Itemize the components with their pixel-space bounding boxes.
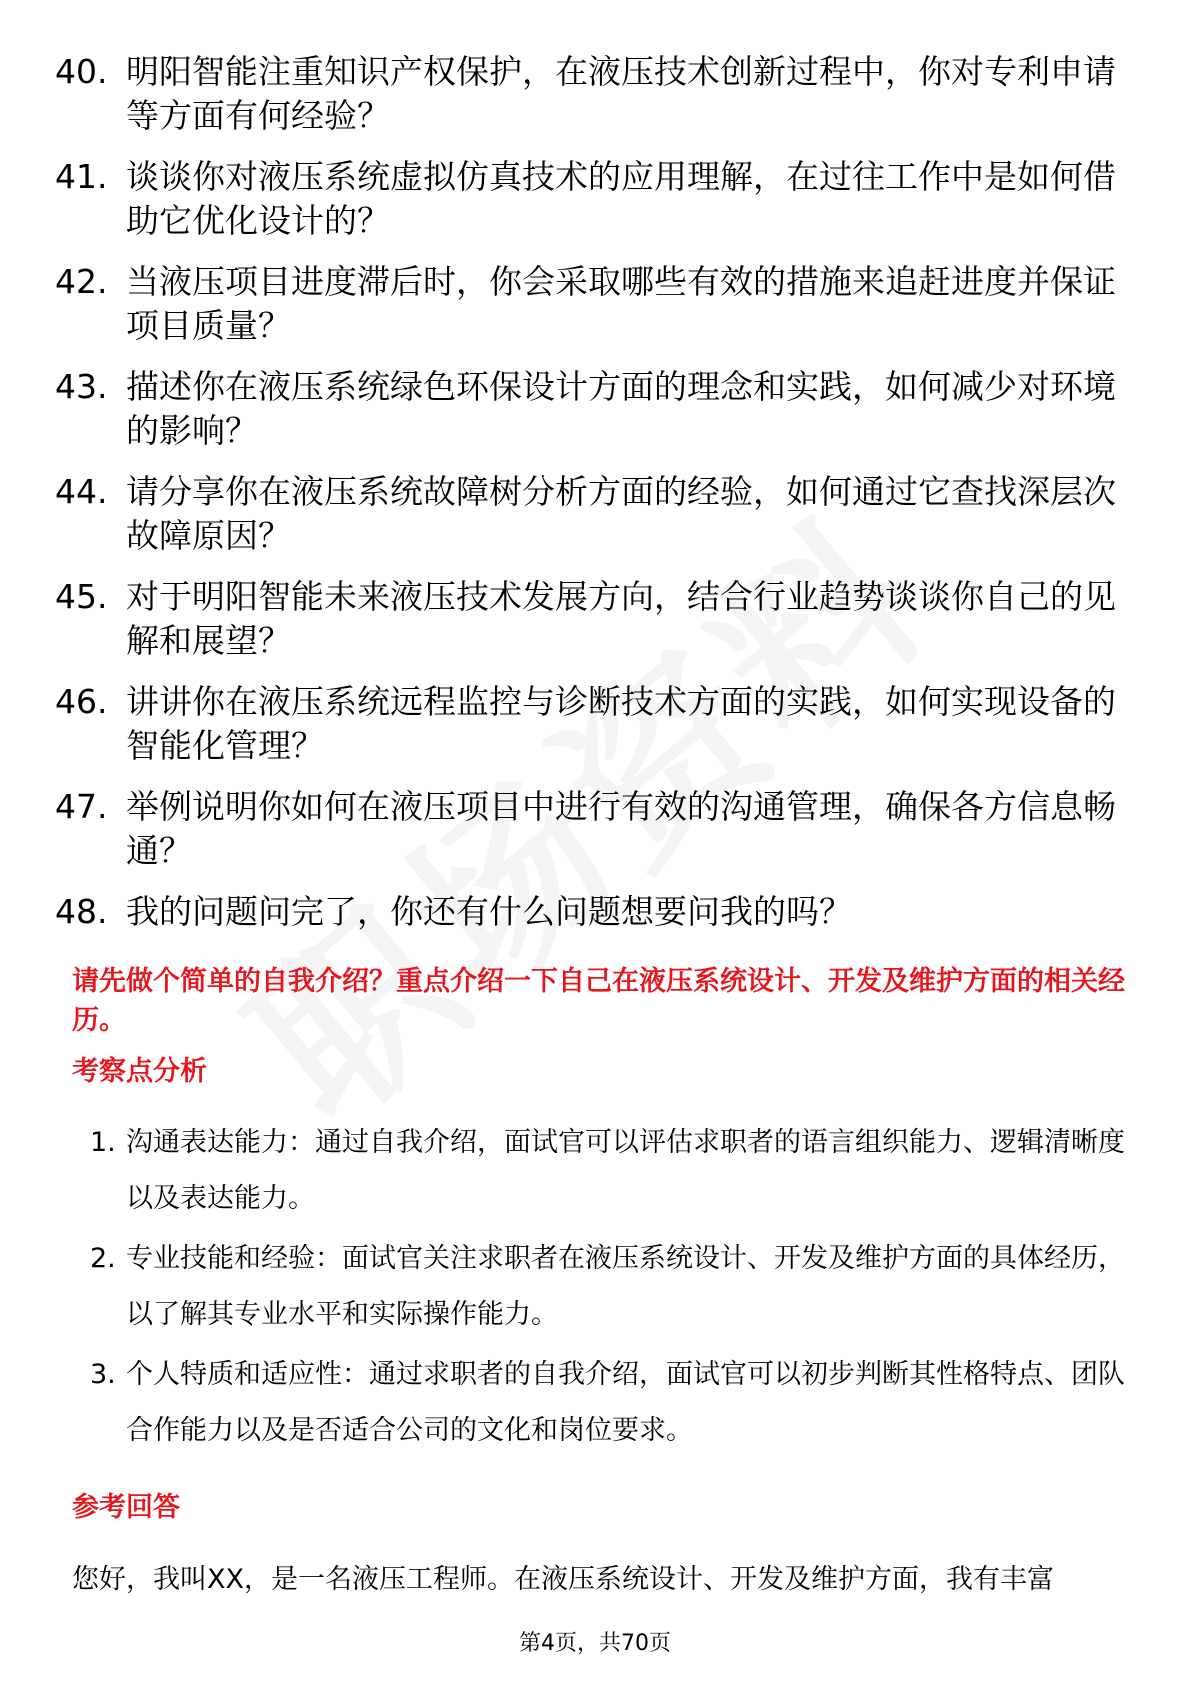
point-number: 1. — [90, 1127, 116, 1158]
list-item — [55, 50, 1135, 138]
question-number: 46. — [55, 682, 108, 721]
question-list — [55, 50, 1135, 951]
list-item — [55, 365, 1135, 453]
point-text: 沟通表达能力：通过自我介绍，面试官可以评估求职者的语言组织能力、逻辑清晰度以及表达能力。 — [126, 1127, 1125, 1214]
question-number: 44. — [55, 472, 108, 511]
list-item — [90, 1231, 1130, 1343]
reference-answer: 您好，我叫XX，是一名液压工程师。在液压系统设计、开发及维护方面，我有丰富 — [72, 1564, 1054, 1595]
question-text: 描述你在液压系统绿色环保设计方面的理念和实践，如何减少对环境的影响？ — [126, 367, 1116, 450]
list-item — [55, 680, 1135, 768]
question-number: 42. — [55, 262, 108, 301]
point-text: 专业技能和经验：面试官关注求职者在液压系统设计、开发及维护方面的具体经历，以了解其专业水平和实际操作能力。 — [126, 1243, 1125, 1330]
question-number: 47. — [55, 787, 108, 826]
point-text: 个人特质和适应性：通过求职者的自我介绍，面试官可以初步判断其性格特点、团队合作能力以及是否适合公司的文化和岗位要求。 — [126, 1359, 1125, 1446]
highlight-question: 请先做个简单的自我介绍？重点介绍一下自己在液压系统设计、开发及维护方面的相关经历。 — [72, 966, 1125, 1036]
point-number: 2. — [90, 1243, 116, 1274]
question-text: 明阳智能注重知识产权保护，在液压技术创新过程中，你对专利申请等方面有何经验？ — [126, 52, 1116, 135]
question-number: 43. — [55, 367, 108, 406]
page-footer: 第4页，共70页 — [519, 1631, 671, 1656]
list-item — [55, 155, 1135, 243]
question-text: 谈谈你对液压系统虚拟仿真技术的应用理解，在过往工作中是如何借助它优化设计的？ — [126, 157, 1116, 240]
reference-heading: 参考回答 — [72, 1492, 180, 1523]
list-item — [55, 470, 1135, 558]
question-text: 当液压项目进度滞后时，你会采取哪些有效的措施来追赶进度并保证项目质量？ — [126, 262, 1116, 345]
question-number: 40. — [55, 52, 108, 91]
question-text: 请分享你在液压系统故障树分析方面的经验，如何通过它查找深层次故障原因？ — [126, 472, 1116, 555]
point-number: 3. — [90, 1359, 116, 1390]
question-number: 41. — [55, 157, 108, 196]
list-item — [90, 1347, 1130, 1459]
question-text: 对于明阳智能未来液压技术发展方向，结合行业趋势谈谈你自己的见解和展望？ — [126, 577, 1116, 660]
question-number: 48. — [55, 892, 108, 931]
question-number: 45. — [55, 577, 108, 616]
list-item — [55, 785, 1135, 873]
list-item — [90, 1115, 1130, 1227]
list-item — [55, 575, 1135, 663]
question-text: 讲讲你在液压系统远程监控与诊断技术方面的实践，如何实现设备的智能化管理？ — [126, 682, 1116, 765]
analysis-list — [90, 1115, 1130, 1463]
list-item — [55, 260, 1135, 348]
list-item — [55, 890, 1135, 934]
analysis-heading: 考察点分析 — [72, 1056, 207, 1087]
question-text: 我的问题问完了，你还有什么问题想要问我的吗？ — [126, 892, 852, 931]
question-text: 举例说明你如何在液压项目中进行有效的沟通管理，确保各方信息畅通？ — [126, 787, 1116, 870]
